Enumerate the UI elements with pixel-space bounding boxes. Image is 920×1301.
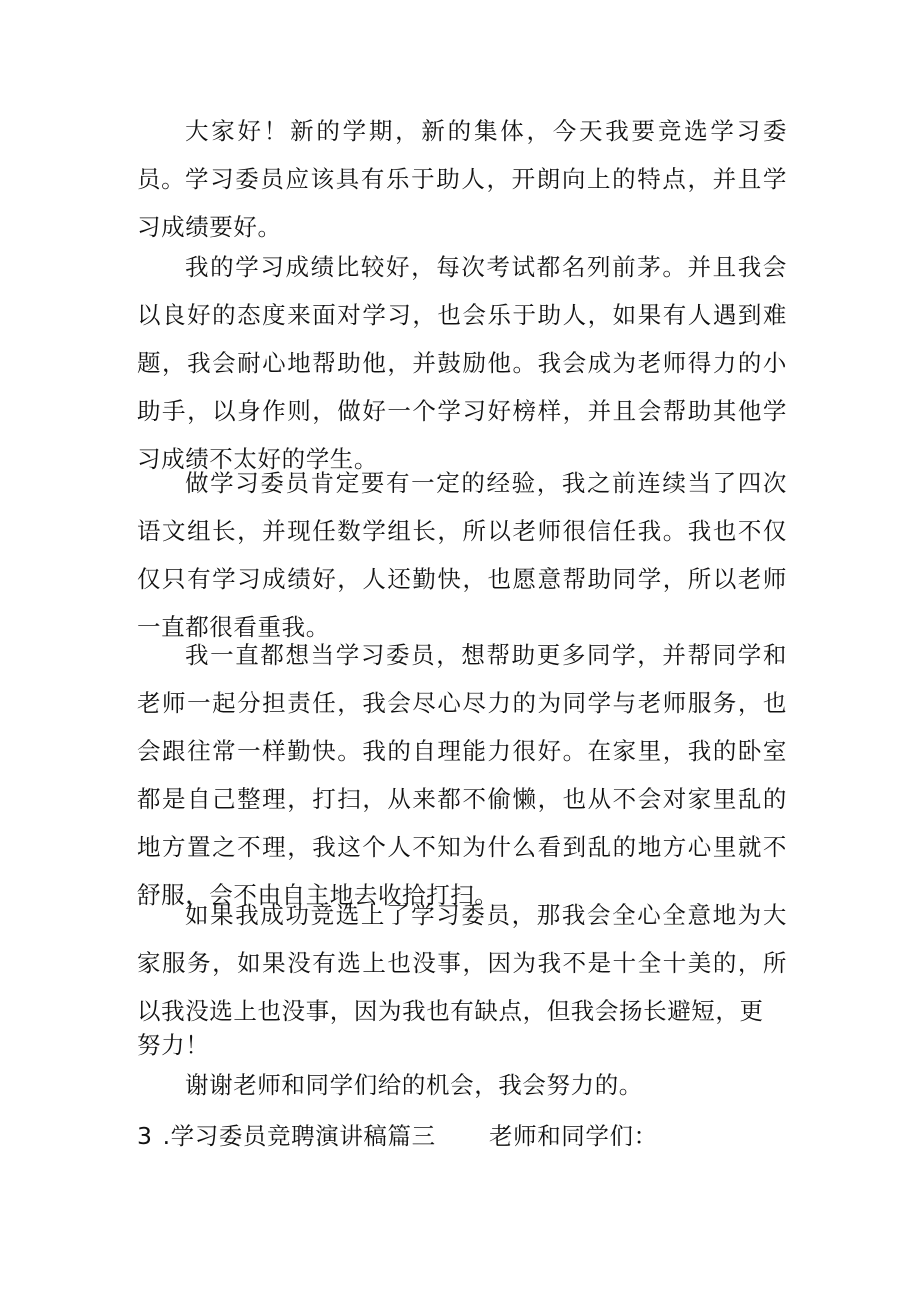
paragraph-continuation: 努力！ bbox=[137, 1031, 210, 1059]
paragraph-experience: 做学习委员肯定要有一定的经验，我之前连续当了四次语文组长，并现任数学组长，所以老师很信任我。我也不仅仅只有学习成绩好，人还勤快，也愿意帮助同学，所以老师一直都很看重我。 bbox=[137, 469, 787, 641]
section-title: .学习委员竞聘演讲稿篇三 bbox=[162, 1122, 436, 1150]
paragraph-motivation: 我一直都想当学习委员，想帮助更多同学，并帮同学和老师一起分担责任，我会尽心尽力的为同学与老师服务，也会跟往常一样勤快。我的自理能力很好。在家里，我的卧室都是自己整理，打扫，从来都不偷懒，也从不会对家里乱的地方置之不理，我这个人不知为什么看到乱的地方心里就不舒服，会不由自主地去收拾打扫。 bbox=[137, 641, 787, 909]
paragraph-closing: 谢谢老师和同学们给的机会，我会努力的。 bbox=[185, 1071, 643, 1099]
section-heading bbox=[137, 1112, 658, 1160]
paragraph-grades: 我的学习成绩比较好，每次考试都名列前茅。并且我会以良好的态度来面对学习，也会乐于助人，如果有人遇到难题，我会耐心地帮助他，并鼓励他。我会成为老师得力的小助手，以身作则，做好一个学习好榜样，并且会帮助其他学习成绩不太好的学生。 bbox=[137, 253, 787, 473]
section-greeting: 老师和同学们： bbox=[489, 1122, 658, 1150]
paragraph-promise: 如果我成功竞选上了学习委员，那我会全心全意地为大家服务，如果没有选上也没事，因为我不是十全十美的，所以我没选上也没事，因为我也有缺点，但我会扬长避短，更 bbox=[137, 901, 787, 1025]
paragraph-qualities: 学习委员应该具有乐于助人，开朗向上的特点，并且学习成绩要好。 bbox=[137, 165, 787, 241]
section-number: 3 bbox=[137, 1122, 153, 1150]
paragraph-greeting: 大家好！新的学期，新的集体，今天我要竞选学习委员。 bbox=[137, 117, 787, 193]
